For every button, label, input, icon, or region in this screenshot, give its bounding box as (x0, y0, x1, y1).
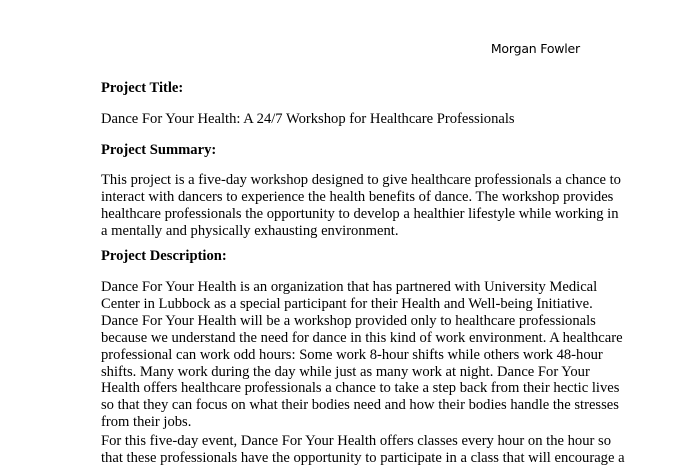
project-title-heading: Project Title: (101, 80, 184, 96)
event-paragraph (101, 433, 625, 467)
description-line: from their jobs. (101, 414, 192, 431)
description-line: Dance For Your Health is an organization that has partnered with University Medical (101, 279, 598, 295)
project-description-paragraph (101, 279, 623, 431)
description-line: because we understand the need for dance in this kind of work environment. A healthcare (101, 329, 623, 346)
description-line: professional can work odd hours: Some work 8-hour shifts while others work 48-hour (101, 346, 603, 363)
project-summary-heading: Project Summary: (101, 142, 217, 158)
description-line: Health offers healthcare professionals a chance to take a step back from their hectic lives (101, 380, 620, 397)
description-line: so that they can focus on what their bodies need and how their bodies handle the stresses (101, 397, 619, 414)
event-line: For this five-day event, Dance For Your Health offers classes every hour on the hour so (101, 433, 611, 449)
project-title-text: Dance For Your Health: A 24/7 Workshop for Healthcare Professionals (101, 111, 515, 127)
event-line: that these professionals have the opportunity to participate in a class that will encourage a (101, 449, 625, 466)
author-name: Morgan Fowler (490, 41, 580, 56)
summary-line: interact with dancers to experience the health benefits of dance. The workshop provides (101, 188, 614, 205)
summary-line: This project is a five-day workshop designed to give healthcare professionals a chance to (101, 172, 621, 188)
project-description-heading: Project Description: (101, 248, 227, 264)
summary-line: a mentally and physically exhausting environment. (101, 222, 399, 239)
description-line: Center in Lubbock as a special participant for their Health and Well-being Initiative. (101, 295, 593, 312)
project-summary-paragraph (101, 172, 621, 240)
summary-line: healthcare professionals the opportunity to develop a healthier lifestyle while working in (101, 205, 619, 222)
description-line: Dance For Your Health will be a workshop provided only to healthcare professionals (101, 312, 596, 329)
description-line: shifts. Many work during the day while just as many work at night. Dance For Your (101, 363, 590, 380)
